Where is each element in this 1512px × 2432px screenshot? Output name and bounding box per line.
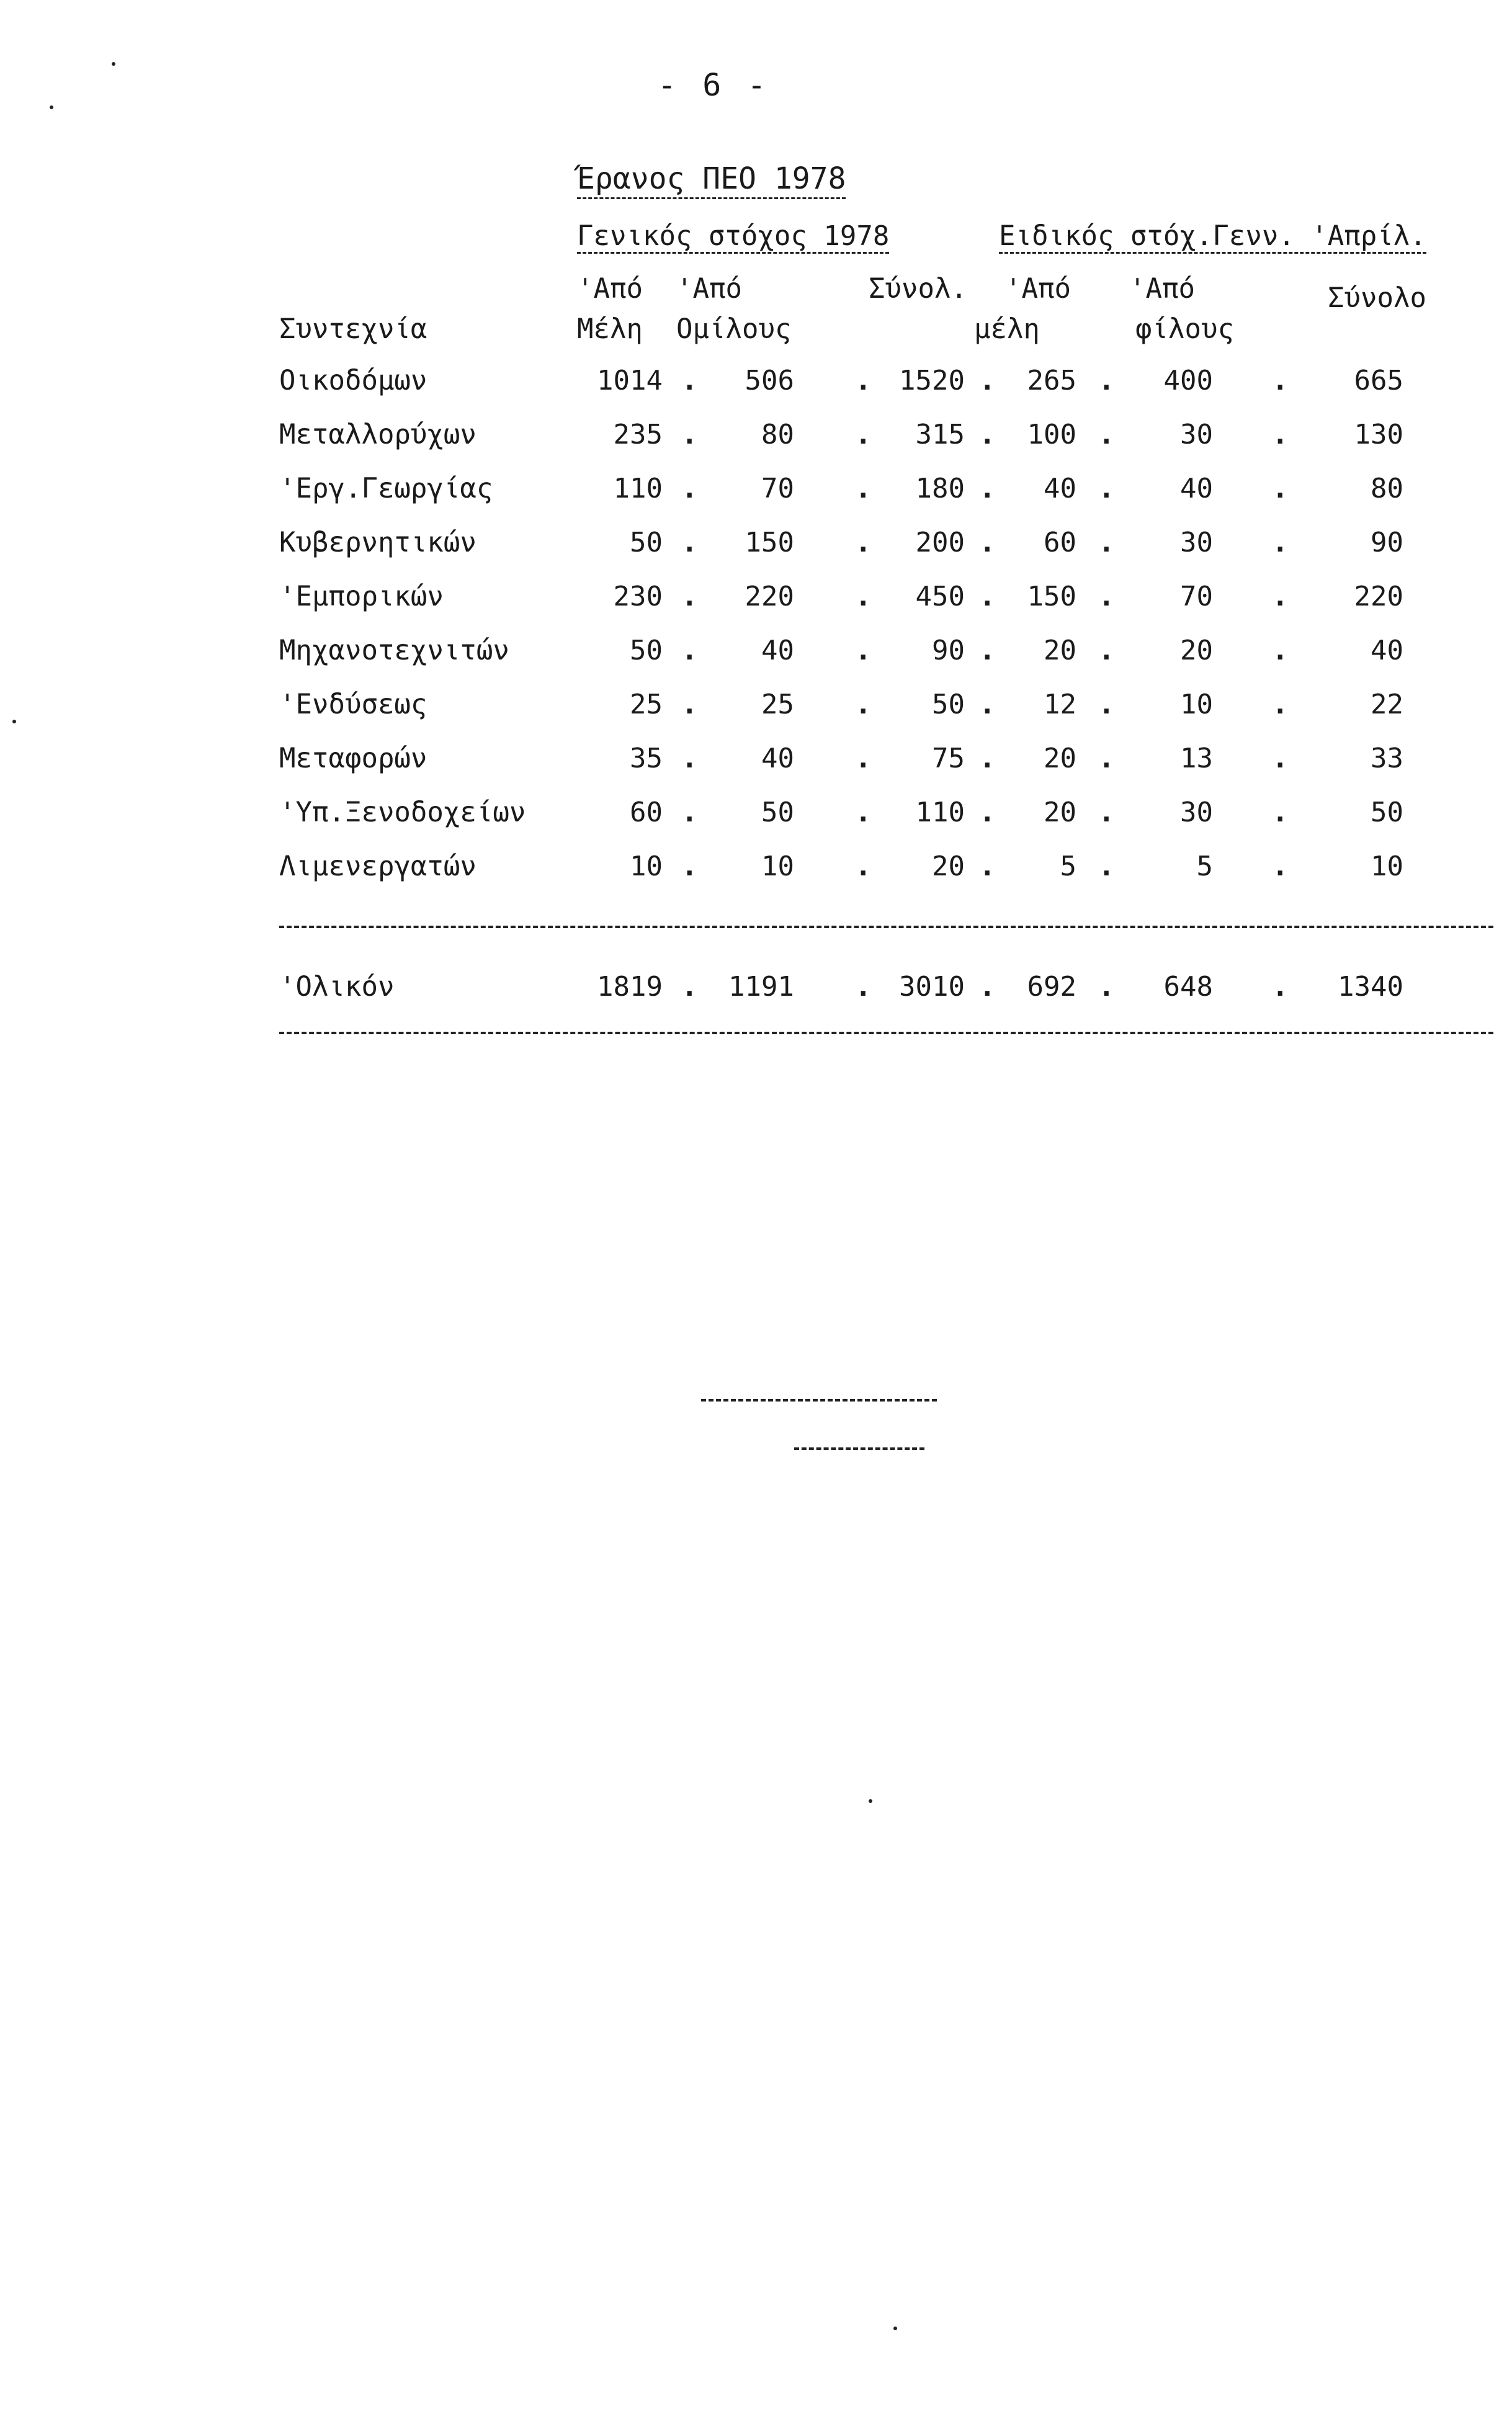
table-row-value: 220 xyxy=(1354,581,1403,612)
table-row-value: 1520 xyxy=(899,365,965,396)
table-row-value: 200 xyxy=(915,527,965,558)
column-header-from-groups-2: Ομίλους xyxy=(676,313,792,345)
table-row-value: 50 xyxy=(932,689,965,720)
table-row-value: 75 xyxy=(932,743,965,774)
column-separator-dot: . xyxy=(855,851,872,882)
table-row-value: 50 xyxy=(1371,797,1403,828)
column-separator-dot: . xyxy=(855,635,872,666)
table-row-value: 110 xyxy=(915,797,965,828)
table-row-name: 'Ενδύσεως xyxy=(279,689,427,720)
column-header-from-members-2: Μέλη xyxy=(577,313,643,345)
column-separator-dot: . xyxy=(1098,797,1115,828)
column-separator-dot: . xyxy=(1272,365,1289,396)
column-separator-dot: . xyxy=(979,581,996,612)
table-row-value: 60 xyxy=(630,797,663,828)
table-row-value: 150 xyxy=(1027,581,1076,612)
column-separator-dot: . xyxy=(1098,581,1115,612)
column-separator-dot: . xyxy=(979,743,996,774)
special-target-label: Ειδικός στόχ.Γενν. 'Απρίλ. xyxy=(999,220,1426,254)
table-row-name: Οικοδόμων xyxy=(279,365,427,396)
column-separator-dot: . xyxy=(681,419,698,450)
total-row-value: 3010 xyxy=(899,971,965,1003)
column-separator-dot: . xyxy=(979,365,996,396)
table-row-value: 130 xyxy=(1354,419,1403,450)
column-separator-dot: . xyxy=(979,851,996,882)
table-row-name: 'Υπ.Ξενοδοχείων xyxy=(279,797,526,828)
table-row-value: 665 xyxy=(1354,365,1403,396)
column-separator-dot: . xyxy=(855,365,872,396)
column-separator-dot: . xyxy=(855,797,872,828)
table-row-value: 20 xyxy=(1044,797,1076,828)
table-row-value: 1014 xyxy=(597,365,663,396)
table-row-value: 40 xyxy=(1371,635,1403,666)
table-row-value: 100 xyxy=(1027,419,1076,450)
table-row-value: 90 xyxy=(1371,527,1403,558)
column-separator-dot: . xyxy=(979,473,996,504)
column-separator-dot: . xyxy=(1098,527,1115,558)
end-rule-short xyxy=(794,1447,924,1450)
column-header-from-friends-1: 'Από xyxy=(1129,273,1195,305)
table-separator-top xyxy=(279,926,1493,928)
table-row-value: 40 xyxy=(761,743,794,774)
table-row-value: 20 xyxy=(1180,635,1213,666)
table-row-value: 10 xyxy=(761,851,794,882)
column-separator-dot: . xyxy=(681,689,698,720)
table-row-value: 20 xyxy=(1044,635,1076,666)
table-row-value: 25 xyxy=(761,689,794,720)
column-separator-dot: . xyxy=(1272,743,1289,774)
table-row-value: 150 xyxy=(745,527,794,558)
column-separator-dot: . xyxy=(1272,527,1289,558)
total-row-value: 1340 xyxy=(1338,971,1403,1003)
column-separator-dot: . xyxy=(855,581,872,612)
column-separator-dot: . xyxy=(1272,851,1289,882)
scan-speck xyxy=(12,720,16,723)
table-row-value: 230 xyxy=(613,581,663,612)
column-separator-dot: . xyxy=(1098,743,1115,774)
column-header-from-groups-1: 'Από xyxy=(676,273,742,305)
column-separator-dot: . xyxy=(681,851,698,882)
table-row-value: 80 xyxy=(1371,473,1403,504)
total-row-value: 692 xyxy=(1027,971,1076,1003)
table-row-value: 50 xyxy=(761,797,794,828)
column-separator-dot: . xyxy=(681,581,698,612)
general-target-heading xyxy=(577,220,889,252)
table-row-value: 30 xyxy=(1180,527,1213,558)
total-row-name: 'Ολικόν xyxy=(279,971,395,1003)
column-separator-dot: . xyxy=(1098,971,1115,1003)
table-row-value: 25 xyxy=(630,689,663,720)
column-separator-dot: . xyxy=(979,527,996,558)
general-target-label: Γενικός στόχος 1978 xyxy=(577,220,889,254)
table-row-value: 33 xyxy=(1371,743,1403,774)
table-row-value: 22 xyxy=(1371,689,1403,720)
table-row-name: Λιμενεργατών xyxy=(279,851,476,882)
table-row-value: 450 xyxy=(915,581,965,612)
table-row-name: Μηχανοτεχνιτών xyxy=(279,635,509,666)
column-separator-dot: . xyxy=(979,689,996,720)
table-row-value: 90 xyxy=(932,635,965,666)
column-separator-dot: . xyxy=(855,419,872,450)
column-separator-dot: . xyxy=(979,797,996,828)
table-row-value: 50 xyxy=(630,635,663,666)
column-separator-dot: . xyxy=(681,527,698,558)
column-separator-dot: . xyxy=(681,473,698,504)
column-separator-dot: . xyxy=(855,689,872,720)
table-row-value: 40 xyxy=(761,635,794,666)
page-number: - 6 - xyxy=(658,67,770,103)
column-separator-dot: . xyxy=(1272,635,1289,666)
column-header-from-members-1: 'Από xyxy=(577,273,643,305)
scan-speck xyxy=(50,105,53,109)
table-row-value: 10 xyxy=(1371,851,1403,882)
column-header-from-members2-2: μέλη xyxy=(974,313,1040,345)
column-header-from-members2-1: 'Από xyxy=(1005,273,1071,305)
column-separator-dot: . xyxy=(979,419,996,450)
column-separator-dot: . xyxy=(1098,473,1115,504)
column-separator-dot: . xyxy=(855,971,872,1003)
total-row-value: 648 xyxy=(1163,971,1213,1003)
document-title: Έρανος ΠΕΟ 1978 xyxy=(577,161,846,199)
table-row-value: 400 xyxy=(1163,365,1213,396)
column-separator-dot: . xyxy=(1098,689,1115,720)
column-separator-dot: . xyxy=(681,635,698,666)
total-row-value: 1819 xyxy=(597,971,663,1003)
table-row-value: 315 xyxy=(915,419,965,450)
table-row-name: 'Εργ.Γεωργίας xyxy=(279,473,493,504)
table-row-value: 40 xyxy=(1180,473,1213,504)
table-row-value: 12 xyxy=(1044,689,1076,720)
table-row-value: 5 xyxy=(1060,851,1076,882)
column-separator-dot: . xyxy=(855,527,872,558)
table-row-value: 235 xyxy=(613,419,663,450)
table-row-value: 110 xyxy=(613,473,663,504)
column-separator-dot: . xyxy=(1272,971,1289,1003)
table-row-value: 10 xyxy=(1180,689,1213,720)
column-separator-dot: . xyxy=(1272,419,1289,450)
table-row-value: 40 xyxy=(1044,473,1076,504)
table-row-name: Μεταλλορύχων xyxy=(279,419,476,450)
table-row-name: 'Εμπορικών xyxy=(279,581,444,612)
table-row-value: 30 xyxy=(1180,419,1213,450)
column-separator-dot: . xyxy=(1272,797,1289,828)
scan-speck xyxy=(112,62,115,66)
column-separator-dot: . xyxy=(1098,419,1115,450)
column-separator-dot: . xyxy=(1272,581,1289,612)
table-row-value: 70 xyxy=(1180,581,1213,612)
table-separator-bottom xyxy=(279,1032,1493,1034)
table-row-name: Κυβερνητικών xyxy=(279,527,476,558)
total-row-value: 1191 xyxy=(728,971,794,1003)
table-row-value: 506 xyxy=(745,365,794,396)
table-row-value: 265 xyxy=(1027,365,1076,396)
column-separator-dot: . xyxy=(681,365,698,396)
column-separator-dot: . xyxy=(979,971,996,1003)
column-header-total2: Σύνολο xyxy=(1328,282,1426,314)
table-row-name: Μεταφορών xyxy=(279,743,427,774)
column-separator-dot: . xyxy=(1098,851,1115,882)
end-rule-long xyxy=(701,1399,937,1402)
table-row-value: 20 xyxy=(1044,743,1076,774)
column-separator-dot: . xyxy=(681,743,698,774)
column-separator-dot: . xyxy=(681,797,698,828)
table-row-value: 13 xyxy=(1180,743,1213,774)
column-header-total: Σύνολ. xyxy=(869,273,967,305)
column-separator-dot: . xyxy=(1272,473,1289,504)
table-row-value: 180 xyxy=(915,473,965,504)
table-row-value: 30 xyxy=(1180,797,1213,828)
table-row-value: 20 xyxy=(932,851,965,882)
column-separator-dot: . xyxy=(1098,635,1115,666)
table-row-value: 50 xyxy=(630,527,663,558)
column-separator-dot: . xyxy=(855,743,872,774)
table-row-value: 5 xyxy=(1196,851,1213,882)
column-separator-dot: . xyxy=(1098,365,1115,396)
table-row-value: 220 xyxy=(745,581,794,612)
scan-speck xyxy=(869,1799,872,1803)
column-separator-dot: . xyxy=(855,473,872,504)
table-row-value: 60 xyxy=(1044,527,1076,558)
column-separator-dot: . xyxy=(681,971,698,1003)
table-row-value: 35 xyxy=(630,743,663,774)
column-separator-dot: . xyxy=(979,635,996,666)
table-row-value: 80 xyxy=(761,419,794,450)
column-header-from-friends-2: φίλους xyxy=(1135,313,1234,345)
column-header-union: Συντεχνία xyxy=(279,313,427,345)
table-row-value: 10 xyxy=(630,851,663,882)
scan-speck xyxy=(893,2327,897,2330)
special-target-heading xyxy=(999,220,1426,252)
table-row-value: 70 xyxy=(761,473,794,504)
column-separator-dot: . xyxy=(1272,689,1289,720)
